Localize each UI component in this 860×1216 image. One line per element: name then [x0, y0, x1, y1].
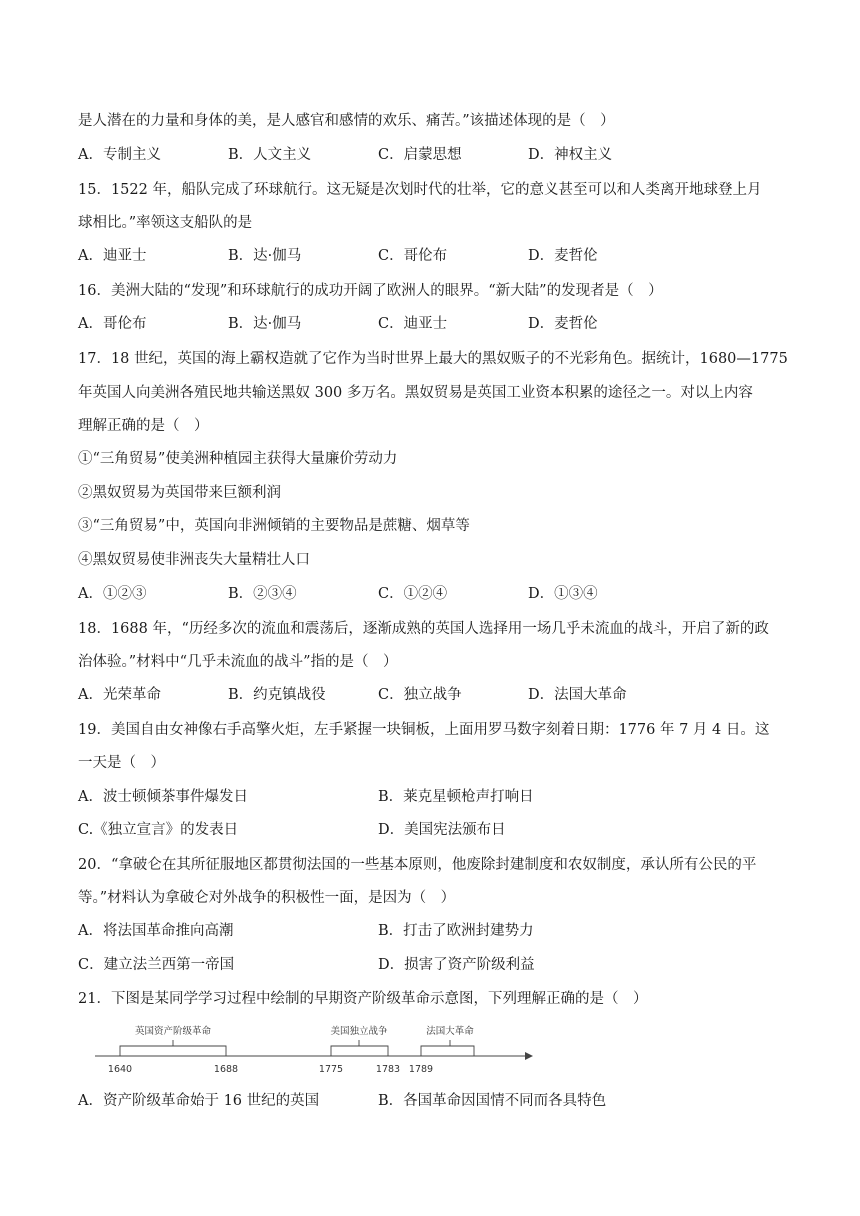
answer-option: C．建立法兰西第一帝国 [78, 957, 235, 973]
answer-option: B．打击了欧洲封建势力 [378, 923, 534, 939]
answer-option: C．迪亚士 [378, 316, 448, 332]
text-line-q14-tail: 是人潜在的力量和身体的美，是人感官和感情的欢乐、痛苦。”该描述体现的是（ ） [78, 113, 615, 129]
answer-option: A．①②③ [78, 586, 147, 602]
options-row-q17-opts [78, 584, 778, 604]
answer-option: C.《独立宣言》的发表日 [78, 822, 239, 838]
text-line-q17-l1: 17．18 世纪，英国的海上霸权造就了它作为当时世界上最大的黑奴贩子的不光彩角色。据统计，1680—1775 [78, 351, 788, 367]
bracket-french-revolution [421, 1040, 474, 1056]
answer-option: B．莱克星顿枪声打响日 [378, 789, 534, 805]
event-label-french-revolution: 法国大革命 [426, 1026, 474, 1037]
text-line-q17-l2: 年英国人向美洲各殖民地共输送黑奴 300 多万名。黑奴贸易是英国工业资本积累的途径之一。对以上内容 [78, 385, 753, 401]
text-line-q18-l2: 治体验。”材料中“几乎未流血的战斗”指的是（ ） [78, 654, 398, 670]
answer-option: A．波士顿倾茶事件爆发日 [78, 789, 248, 805]
text-line-q20-l1: 20．“拿破仑在其所征服地区都贯彻法国的一些基本原则，他废除封建制度和农奴制度，承认所有公民的平 [78, 857, 757, 873]
options-row-q15-opts [78, 246, 778, 266]
text-line-q19-l2: 一天是（ ） [78, 755, 165, 771]
answer-option: B．人文主义 [228, 147, 312, 163]
text-line-q21-l1: 21．下图是某同学学习过程中绘制的早期资产阶级革命示意图，下列理解正确的是（ ） [78, 991, 648, 1007]
tick-label-1783: 1783 [375, 1064, 401, 1075]
timeline-arrow-icon [525, 1052, 533, 1060]
answer-option: B．达·伽马 [228, 248, 302, 264]
answer-option: D．①③④ [528, 586, 598, 602]
answer-option: A．光荣革命 [78, 687, 161, 703]
answer-option: A．哥伦布 [78, 316, 147, 332]
tick-label-1640: 1640 [107, 1064, 133, 1075]
text-line-q15-l2: 球相比。”率领这支船队的是 [78, 215, 253, 231]
options-row-q14-opts [78, 145, 778, 165]
answer-option: D．美国宪法颁布日 [378, 822, 506, 838]
answer-option: A．资产阶级革命始于 16 世纪的英国 [78, 1093, 320, 1109]
answer-option: D．麦哲伦 [528, 316, 598, 332]
text-line-q17-s1: ①“三角贸易”使美洲种植园主获得大量廉价劳动力 [78, 451, 398, 467]
tick-label-1688: 1688 [213, 1064, 239, 1075]
answer-option: A．将法国革命推向高潮 [78, 923, 234, 939]
bracket-american-war [331, 1040, 388, 1056]
answer-option: C．独立战争 [378, 687, 462, 703]
options-row-q19-opts-1 [78, 787, 778, 807]
bracket-english-revolution [120, 1040, 226, 1056]
text-line-q17-s4: ④黑奴贸易使非洲丧失大量精壮人口 [78, 552, 310, 568]
answer-option: A．迪亚士 [78, 248, 147, 264]
event-label-american-war: 美国独立战争 [330, 1026, 388, 1037]
text-line-q17-s3: ③“三角贸易”中，英国向非洲倾销的主要物品是蔗糖、烟草等 [78, 518, 470, 534]
answer-option: C．哥伦布 [378, 248, 448, 264]
text-line-q19-l1: 19．美国自由女神像右手高擎火炬，左手紧握一块铜板，上面用罗马数字刻着日期：1776 年 7 月 4 日。这 [78, 722, 770, 738]
text-line-q17-l3: 理解正确的是（ ） [78, 418, 209, 434]
options-row-q16-opts [78, 314, 778, 334]
options-row-q20-opts-2 [78, 955, 778, 975]
text-line-q20-l2: 等。”材料认为拿破仑对外战争的积极性一面，是因为（ ） [78, 890, 456, 906]
answer-option: B．各国革命因国情不同而各具特色 [378, 1093, 607, 1109]
options-row-q21-opts-1 [78, 1091, 778, 1111]
tick-label-1789: 1789 [408, 1064, 434, 1075]
revolution-timeline-diagram [90, 1020, 540, 1080]
options-row-q18-opts [78, 685, 778, 705]
text-line-q15-l1: 15．1522 年，船队完成了环球航行。这无疑是次划时代的壮举，它的意义甚至可以和人类离开地球登上月 [78, 182, 762, 198]
options-row-q19-opts-2 [78, 820, 778, 840]
tick-label-1775: 1775 [318, 1064, 344, 1075]
answer-option: C．①②④ [378, 586, 448, 602]
answer-option: D．法国大革命 [528, 687, 627, 703]
answer-option: D．损害了资产阶级利益 [378, 957, 535, 973]
answer-option: B．达·伽马 [228, 316, 302, 332]
answer-option: B．约克镇战役 [228, 687, 326, 703]
answer-option: C．启蒙思想 [378, 147, 462, 163]
answer-option: A．专制主义 [78, 147, 161, 163]
text-line-q16-l1: 16．美洲大陆的“发现”和环球航行的成功开阔了欧洲人的眼界。“新大陆”的发现者是（ ） [78, 283, 663, 299]
answer-option: B．②③④ [228, 586, 297, 602]
event-label-english-revolution: 英国资产阶级革命 [134, 1026, 212, 1037]
options-row-q20-opts-1 [78, 921, 778, 941]
answer-option: D．神权主义 [528, 147, 613, 163]
answer-option: D．麦哲伦 [528, 248, 598, 264]
text-line-q17-s2: ②黑奴贸易为英国带来巨额利润 [78, 485, 281, 501]
text-line-q18-l1: 18．1688 年，“历经多次的流血和震荡后，逐渐成熟的英国人选择用一场几乎未流血的战斗，开启了新的政 [78, 621, 769, 637]
